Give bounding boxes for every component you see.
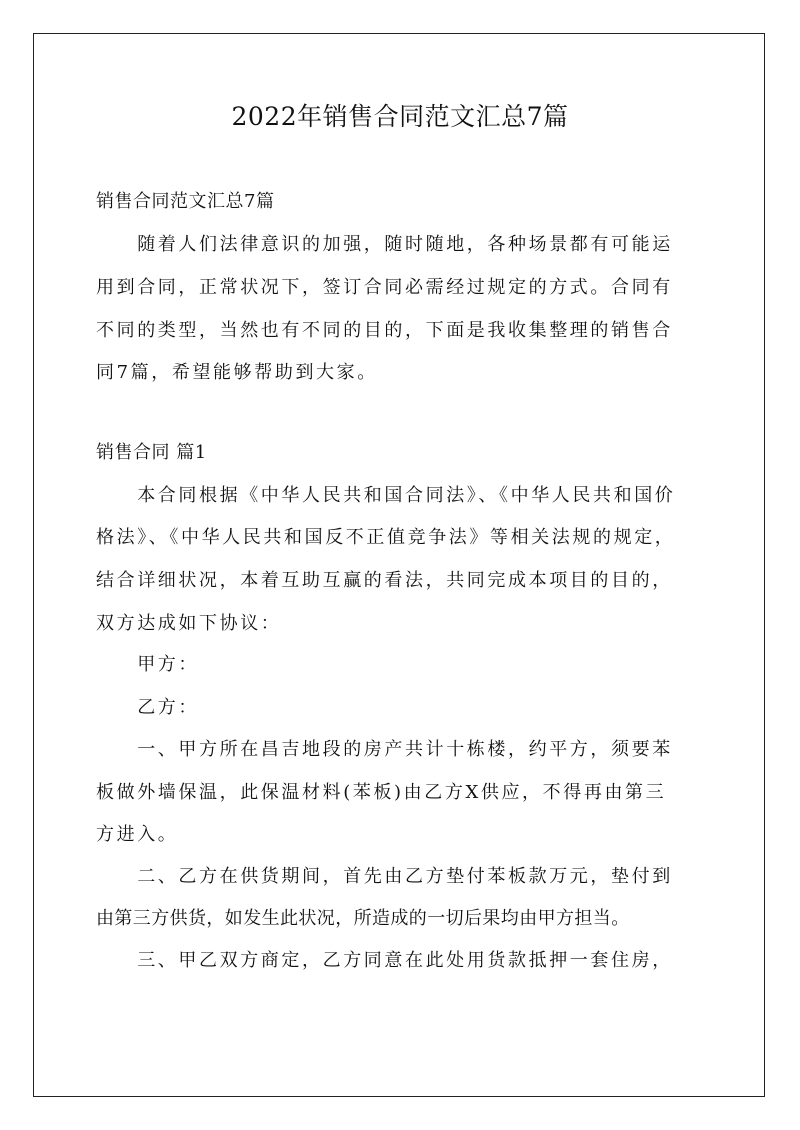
document-subtitle: 销售合同范文汇总7篇 (96, 191, 275, 212)
clause-line: 方进入。 (96, 824, 179, 845)
section-line: 格法》、《中华人民共和国反不正值竞争法》等相关法规的规定， (96, 527, 676, 548)
document-title: 2022年销售合同范文汇总7篇 (231, 102, 569, 131)
clause-line: 二、乙方在供货期间，首先由乙方垫付苯板款万元，垫付到 (96, 866, 673, 887)
clause-line: 板做外墙保温，此保温材料(苯板)由乙方X供应，不得再由第三 (96, 782, 667, 803)
clause-line: 由第三方供货，如发生此状况，所造成的一切后果均由甲方担当。 (96, 908, 630, 929)
party-b-line: 乙方： (96, 697, 199, 718)
intro-line: 同7篇，希望能够帮助到大家。 (96, 362, 378, 383)
intro-line: 不同的类型，当然也有不同的目的，下面是我收集整理的销售合 (96, 320, 673, 341)
intro-line: 随着人们法律意识的加强，随时随地，各种场景都有可能运 (96, 234, 673, 255)
section-line: 本合同根据《中华人民共和国合同法》、《中华人民共和国价 (96, 485, 676, 506)
intro-line: 用到合同，正常状况下，签订合同必需经过规定的方式。合同有 (96, 277, 673, 298)
clause-line: 一、甲方所在昌吉地段的房产共计十栋楼，约平方，须要苯 (96, 739, 673, 760)
clause-line: 三、甲乙双方商定，乙方同意在此处用货款抵押一套住房， (96, 950, 673, 971)
section-line: 结合详细状况，本着互助互赢的看法，共同完成本项目的目的， (96, 570, 673, 591)
party-a-line: 甲方： (96, 654, 199, 675)
section-heading: 销售合同 篇1 (96, 442, 207, 463)
section-line: 双方达成如下协议： (96, 613, 282, 634)
